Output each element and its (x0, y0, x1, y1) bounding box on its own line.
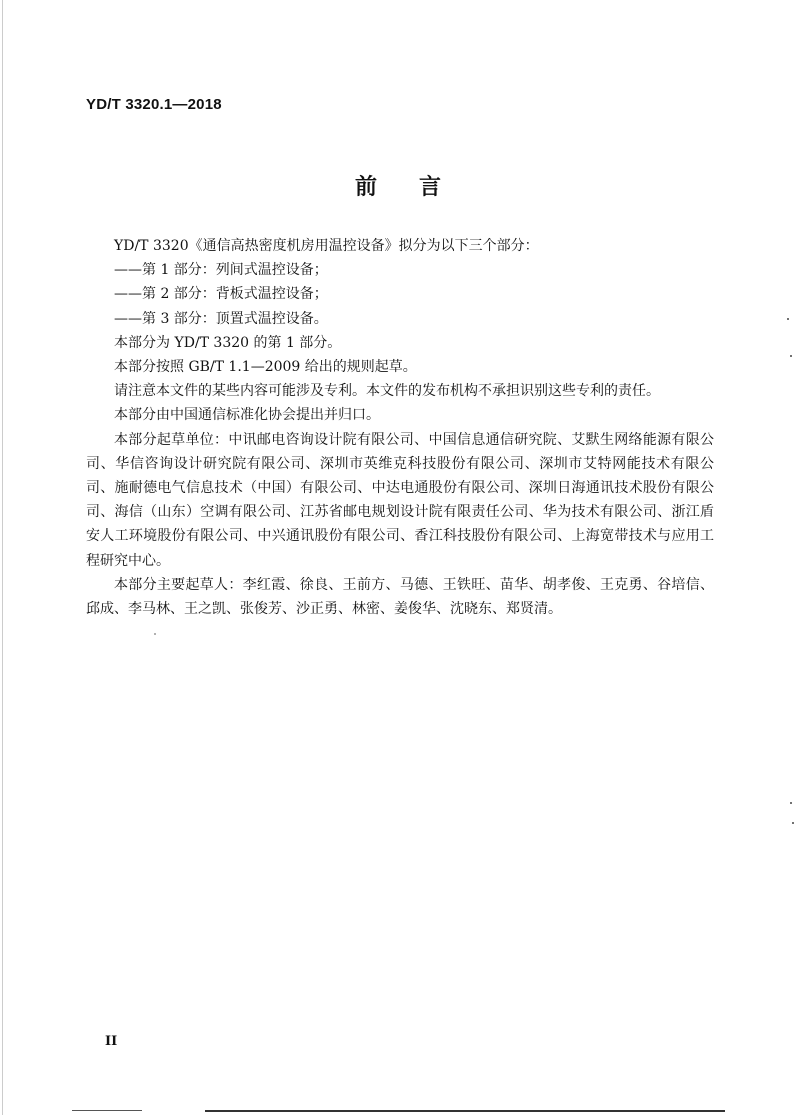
paragraph-part-3: ——第 3 部分：顶置式温控设备。 (114, 310, 328, 327)
document-code: YD/T 3320.1—2018 (86, 96, 222, 113)
scan-edge-left (2, 0, 3, 1115)
page-number: II (105, 1034, 118, 1049)
paragraph-this-part: 本部分为 YD/T 3320 的第 1 部分。 (114, 334, 342, 351)
paragraph-proposer: 本部分由中国通信标准化协会提出并归口。 (114, 407, 380, 424)
scan-speck (790, 802, 792, 804)
paragraph-drafting-rules: 本部分按照 GB/T 1.1—2009 给出的规则起草。 (114, 359, 417, 376)
foreword-body (86, 234, 714, 621)
scan-speck (787, 318, 789, 320)
paragraph-parts-intro: YD/T 3320《通信高热密度机房用温控设备》拟分为以下三个部分： (114, 238, 539, 254)
paragraph-part-1: ——第 1 部分：列间式温控设备； (114, 262, 328, 279)
paragraph-patent-notice: 请注意本文件的某些内容可能涉及专利。本文件的发布机构不承担识别这些专利的责任。 (114, 383, 660, 400)
paragraph-drafters: 本部分主要起草人：李红霞、徐良、王前方、马德、王铁旺、苗华、胡孝俊、王克勇、谷培信、邱成、李马林、王之凯、张俊芳、沙正勇、林密、姜俊华、沈晓东、郑贤清。 (86, 576, 714, 618)
scan-speck (792, 822, 794, 824)
scan-bottom-line-left (72, 1110, 142, 1111)
scan-bottom-line-right (205, 1110, 725, 1112)
scan-speck (790, 355, 792, 357)
scan-speck (154, 633, 156, 635)
paragraph-drafting-units: 本部分起草单位：中讯邮电咨询设计院有限公司、中国信息通信研究院、艾默生网络能源有限公司、华信咨询设计研究院有限公司、深圳市英维克科技股份有限公司、深圳市艾特网能技术有限公司、施耐德电气信息技术（中国）有限公司、中达电通股份有限公司、深圳日海通讯技术股份有限公司、海信（山东）空调有限公司、江苏省邮电规划设计院有限责任公司、华为技术有限公司、浙江盾安人工环境股份有限公司、中兴通讯股份有限公司、香江科技股份有限公司、上海宽带技术与应用工程研究中心。 (86, 431, 714, 569)
section-heading: 前言 (354, 175, 483, 200)
paragraph-part-2: ——第 2 部分：背板式温控设备； (114, 286, 328, 303)
